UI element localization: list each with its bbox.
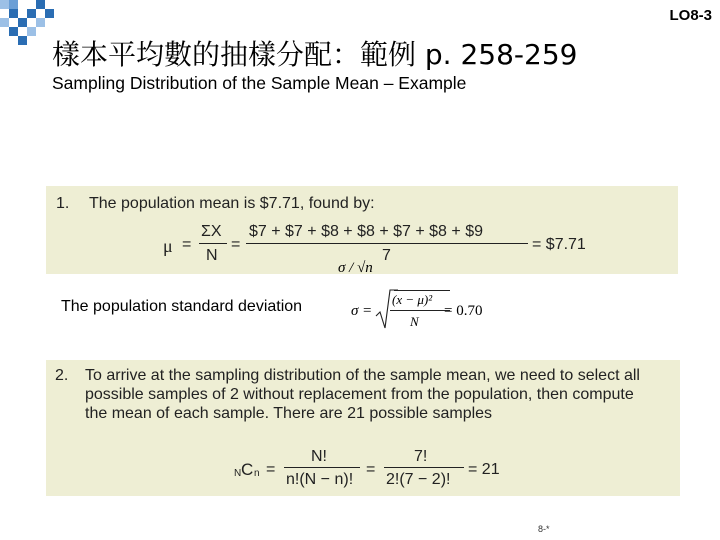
fraction-bar-1 <box>199 243 227 244</box>
population-sd-result: = 0.70 <box>444 303 483 319</box>
n-denominator: N <box>206 247 218 264</box>
combo-fraction-bar-2 <box>384 467 464 468</box>
combo-fraction-bar-1 <box>284 467 360 468</box>
population-sd-label: The population standard deviation <box>61 298 303 315</box>
page-title: 樣本平均數的抽樣分配：範例 p. 258-259 <box>52 38 578 71</box>
fraction-bar-2 <box>246 243 528 244</box>
population-sd-formula <box>350 288 500 332</box>
seven-factorial-numerator: 7! <box>414 448 428 465</box>
combination-result: = 21 <box>468 461 500 478</box>
combo-equals-1: = <box>266 461 276 478</box>
step2-line-1: To arrive at the sampling distribution of the sample mean, we need to select all <box>85 367 640 384</box>
combo-sub-n: N <box>234 468 242 479</box>
sd-denominator: N <box>410 314 419 329</box>
sigma-symbol: σ <box>351 303 359 319</box>
sd-equals: = <box>363 303 372 319</box>
combo-sub-small-n: n <box>254 468 260 479</box>
seven-factorial-denominator: 2!(7 − 2)! <box>386 471 451 488</box>
step1-number: 1. <box>56 195 70 212</box>
sum-x-numerator: ΣX <box>201 223 222 240</box>
combo-c: C <box>241 460 254 479</box>
combination-formula <box>234 446 504 492</box>
mu-symbol: μ <box>163 236 173 256</box>
step2-number: 2. <box>55 367 69 384</box>
step2-line-2: possible samples of 2 without replacement from the population, then compute <box>85 386 634 403</box>
checkered-logo-icon <box>0 0 60 45</box>
equals-sign-1: = <box>182 236 192 253</box>
step2-line-3: the mean of each sample. There are 21 possible samples <box>85 405 493 422</box>
page-subtitle: Sampling Distribution of the Sample Mean – Example <box>52 73 467 93</box>
sum-values-numerator: $7 + $7 + $8 + $8 + $7 + $8 + $9 <box>249 223 483 240</box>
page-number: 8-* <box>538 524 550 534</box>
sigma-over-root-n: σ / √n <box>338 260 373 276</box>
sd-fraction-bar <box>390 310 450 311</box>
step2-box <box>46 360 680 496</box>
seven-denominator: 7 <box>382 247 391 264</box>
population-mean-result: = $7.71 <box>532 236 586 253</box>
radical-bar <box>394 290 450 291</box>
n-factorial-numerator: N! <box>311 448 327 465</box>
step1-text: The population mean is $7.71, found by: <box>89 195 375 212</box>
equals-sign-2: = <box>231 236 241 253</box>
n-factorial-denominator: n!(N − n)! <box>286 471 354 488</box>
sd-numerator: (x − μ)² <box>392 292 433 307</box>
combo-equals-2: = <box>366 461 376 478</box>
learning-objective-code: LO8-3 <box>669 7 712 24</box>
